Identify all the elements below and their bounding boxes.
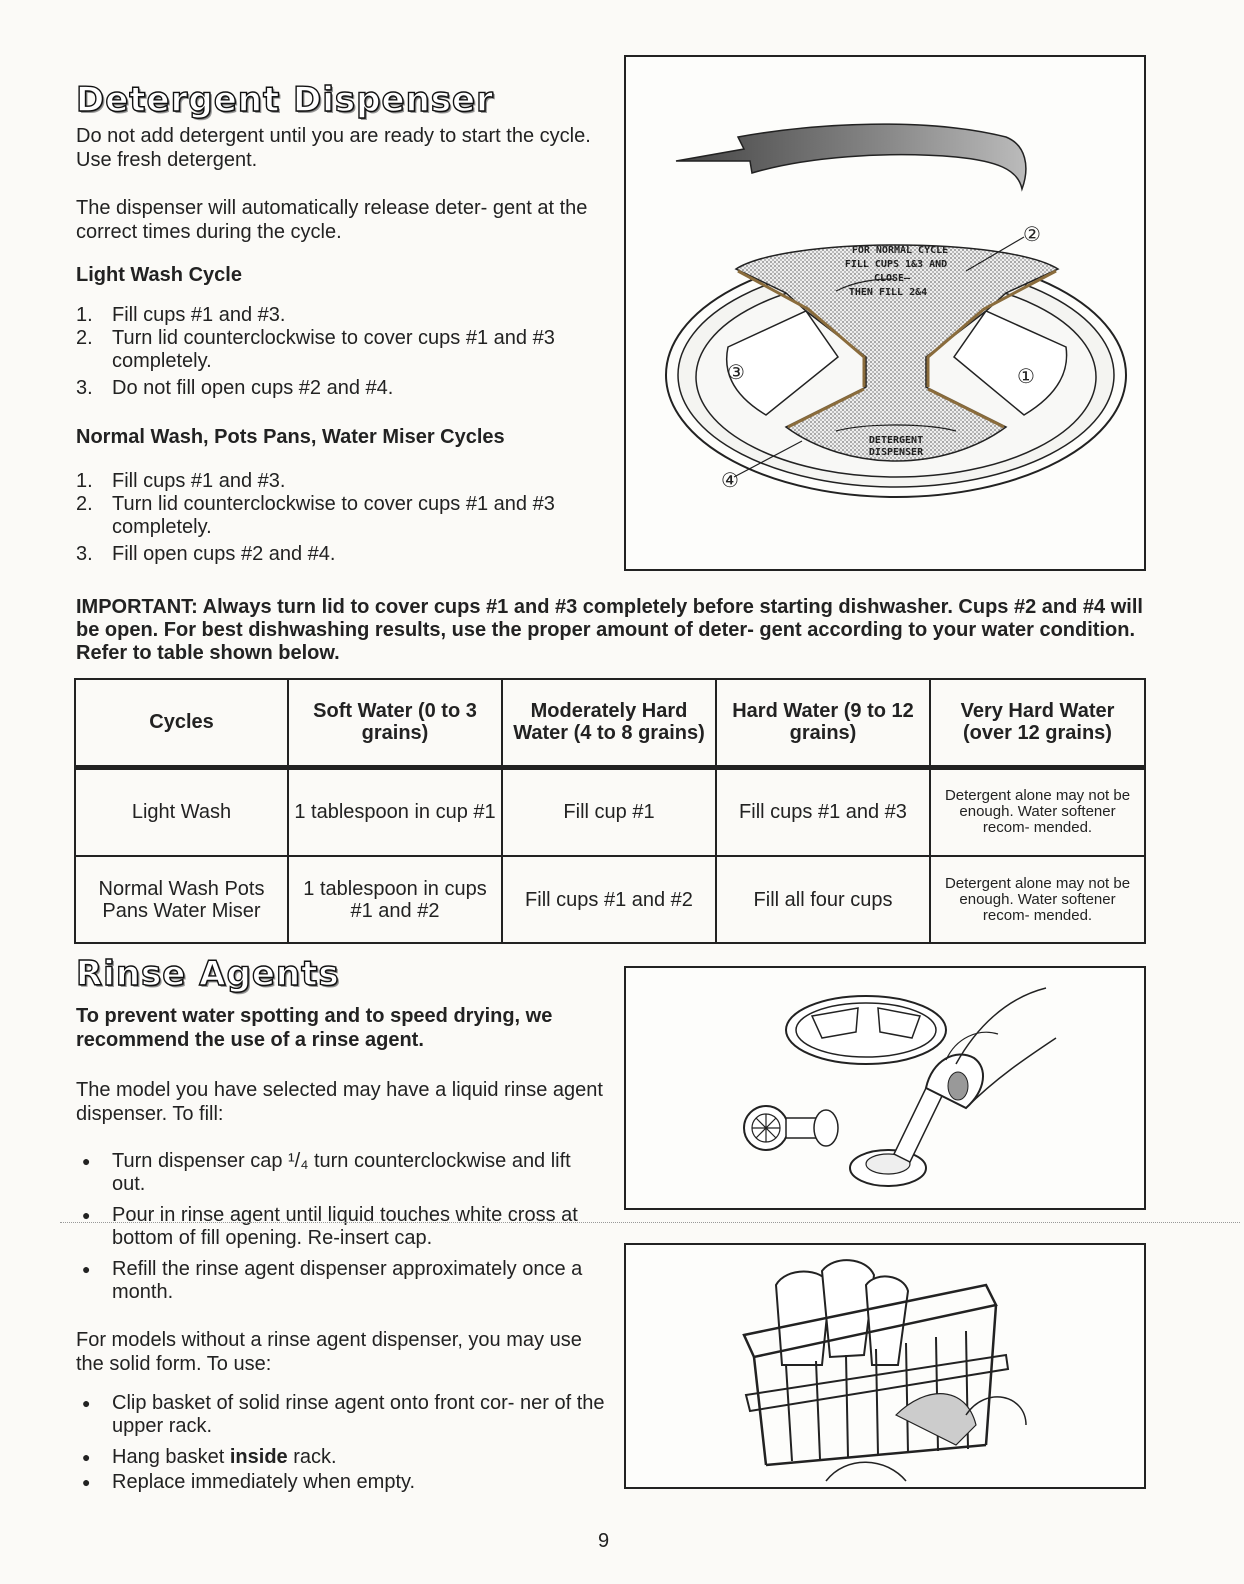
table-header-row	[75, 679, 1145, 767]
list-item: ● Clip basket of solid rinse agent onto front cor- ner of the upper rack.	[82, 1392, 605, 1437]
callout-2: ②	[1023, 222, 1041, 246]
counterclockwise-arrow-icon	[676, 124, 1026, 189]
lid-text-2: FILL CUPS 1&3 AND	[844, 259, 948, 270]
lid-text-4: THEN FILL 2&4	[848, 287, 928, 298]
base-text-1: DETERGENT	[868, 435, 924, 446]
table-row	[75, 856, 1145, 943]
rinse-paragraph-2: For models without a rinse agent dispenser, you may use the solid form. To use:	[76, 1329, 582, 1375]
rinse-solid-list	[76, 1392, 606, 1494]
table-cell: Fill all four cups	[716, 856, 930, 943]
important-note: IMPORTANT: Always turn lid to cover cups #1 and #3 completely before starting dishwasher. Cups #2 and #4 will be open. For best dishwashing results, use the proper amount of deter- gent according to your water condition. Refer to table shown below.	[76, 596, 1143, 664]
list-item: 3. Do not fill open cups #2 and #4.	[76, 377, 394, 399]
table-row	[75, 767, 1145, 856]
table-cell: Fill cups #1 and #3	[716, 767, 930, 856]
table-cell: Detergent alone may not be enough. Water softener recom- mended.	[930, 767, 1145, 856]
callout-3: ③	[727, 360, 745, 384]
detergent-amount-table	[74, 678, 1144, 944]
header-cycles: Cycles	[75, 679, 288, 767]
table-cell: Detergent alone may not be enough. Water softener recom- mended.	[930, 856, 1145, 943]
rinse-dispenser-figure	[624, 966, 1146, 1210]
rinse-fill-list	[76, 1150, 606, 1304]
list-item: ● Pour in rinse agent until liquid touches white cross at bottom of fill opening. Re-insert cap.	[82, 1204, 578, 1249]
rack-basket-illustration	[626, 1245, 1144, 1487]
list-item: ● Replace immediately when empty.	[82, 1471, 416, 1493]
detergent-intro-1: Do not add detergent until you are ready to start the cycle. Use fresh detergent.	[76, 125, 591, 171]
list-item: ● Turn dispenser cap ¹/₄ turn counterclockwise and lift out.	[82, 1150, 571, 1195]
dispenser-illustration	[626, 57, 1144, 569]
rinse-paragraph-1: The model you have selected may have a liquid rinse agent dispenser. To fill:	[76, 1079, 603, 1125]
normal-wash-steps	[76, 470, 596, 566]
list-item: 1. Fill cups #1 and #3.	[76, 470, 286, 492]
callout-4: ④	[721, 468, 739, 492]
list-item: 2. Turn lid counterclockwise to cover cups #1 and #3 completely.	[76, 327, 555, 372]
lid-text-3: CLOSE—	[873, 273, 911, 284]
list-item: ● Hang basket inside rack.	[82, 1446, 337, 1468]
header-soft-water: Soft Water (0 to 3 grains)	[288, 679, 502, 767]
base-text-2: DISPENSER	[868, 447, 924, 458]
list-item: ● Refill the rinse agent dispenser approximately once a month.	[82, 1258, 583, 1303]
normal-wash-heading: Normal Wash, Pots Pans, Water Miser Cycles	[76, 426, 505, 448]
page-number: 9	[598, 1530, 610, 1552]
list-item: 2. Turn lid counterclockwise to cover cups #1 and #3 completely.	[76, 493, 555, 538]
table-cell: Light Wash	[75, 767, 288, 856]
table-cell: Fill cup #1	[502, 767, 716, 856]
light-wash-heading: Light Wash Cycle	[76, 264, 242, 286]
list-item: 3. Fill open cups #2 and #4.	[76, 543, 336, 565]
header-hard-water: Hard Water (9 to 12 grains)	[716, 679, 930, 767]
table-cell: 1 tablespoon in cup #1	[288, 767, 502, 856]
list-item: 1. Fill cups #1 and #3.	[76, 304, 286, 326]
table-cell: Fill cups #1 and #2	[502, 856, 716, 943]
rinse-lead: To prevent water spotting and to speed drying, we recommend the use of a rinse agent.	[76, 1005, 553, 1051]
light-wash-steps	[76, 304, 596, 400]
header-very-hard-water: Very Hard Water (over 12 grains)	[930, 679, 1145, 767]
table-cell: Normal Wash Pots Pans Water Miser	[75, 856, 288, 943]
rack-basket-figure	[624, 1243, 1146, 1489]
detergent-title: Detergent Dispenser	[76, 80, 494, 120]
scan-fold-line	[60, 1222, 1240, 1223]
lid-text-1: FOR NORMAL CYCLE	[851, 245, 949, 256]
header-moderately-hard-water: Moderately Hard Water (4 to 8 grains)	[502, 679, 716, 767]
table-cell: 1 tablespoon in cups #1 and #2	[288, 856, 502, 943]
detergent-dispenser-figure	[624, 55, 1146, 571]
rinse-dispenser-illustration	[626, 968, 1144, 1208]
callout-1: ①	[1017, 364, 1035, 388]
rinse-agents-title: Rinse Agents	[76, 954, 340, 994]
detergent-intro-2: The dispenser will automatically release deter- gent at the correct times during the cycle.	[76, 197, 588, 243]
